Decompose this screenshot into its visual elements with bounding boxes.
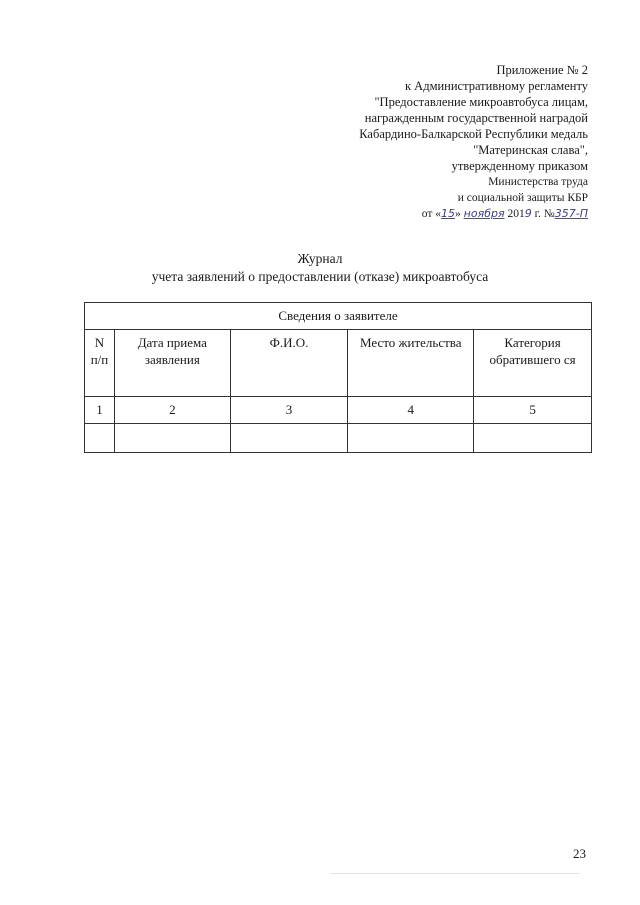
appendix-regulation-name-4: "Материнская слава",	[473, 143, 588, 157]
date-prefix: от «	[421, 208, 442, 220]
appendix-ministry-2: и социальной защиты КБР	[457, 192, 588, 204]
empty-cell	[348, 424, 474, 453]
empty-cell	[85, 424, 115, 453]
handwritten-order-number: 357-П	[554, 207, 588, 220]
column-header-residence: Место жительства	[348, 330, 474, 397]
handwritten-year: 9	[524, 207, 532, 220]
appendix-approved: утвержденному приказом	[451, 159, 588, 173]
appendix-date-line	[268, 206, 588, 222]
table-empty-row	[85, 424, 592, 453]
title-line-1: Журнал	[297, 251, 343, 266]
column-header-date: Дата приема заявления	[114, 330, 230, 397]
appendix-regulation: к Административному регламенту	[404, 79, 588, 93]
journal-table	[84, 302, 592, 453]
empty-cell	[474, 424, 592, 453]
appendix-regulation-name-1: "Предоставление микроавтобуса лицам,	[374, 95, 588, 109]
page-number: 23	[573, 846, 586, 861]
column-number-4: 4	[348, 397, 474, 424]
appendix-number: Приложение № 2	[496, 63, 588, 77]
appendix-ministry-1: Министерства труда	[488, 176, 588, 188]
column-number-5: 5	[474, 397, 592, 424]
title-line-2: учета заявлений о предоставлении (отказе) микроавтобуса	[151, 269, 489, 284]
scan-artifact-line	[330, 873, 580, 874]
group-header-cell: Сведения о заявителе	[85, 303, 592, 330]
appendix-header	[268, 62, 588, 222]
column-number-1: 1	[85, 397, 115, 424]
year-suffix: г. №	[531, 208, 555, 220]
handwritten-day: 15	[441, 207, 456, 220]
year-prefix: 201	[504, 208, 525, 220]
journal-title	[0, 250, 640, 286]
date-mid: »	[455, 208, 461, 220]
column-header-category: Категория обратившего ся	[474, 330, 592, 397]
table-column-numbers-row	[85, 397, 592, 424]
handwritten-month: ноября	[463, 207, 505, 220]
column-header-number: N п/п	[85, 330, 115, 397]
appendix-regulation-name-3: Кабардино-Балкарской Республики медаль	[359, 127, 588, 141]
table-header-row	[85, 330, 592, 397]
column-header-name: Ф.И.О.	[230, 330, 348, 397]
appendix-regulation-name-2: награжденным государственной наградой	[364, 111, 588, 125]
empty-cell	[114, 424, 230, 453]
column-number-3: 3	[230, 397, 348, 424]
column-number-2: 2	[114, 397, 230, 424]
empty-cell	[230, 424, 348, 453]
table-group-header-row	[85, 303, 592, 330]
